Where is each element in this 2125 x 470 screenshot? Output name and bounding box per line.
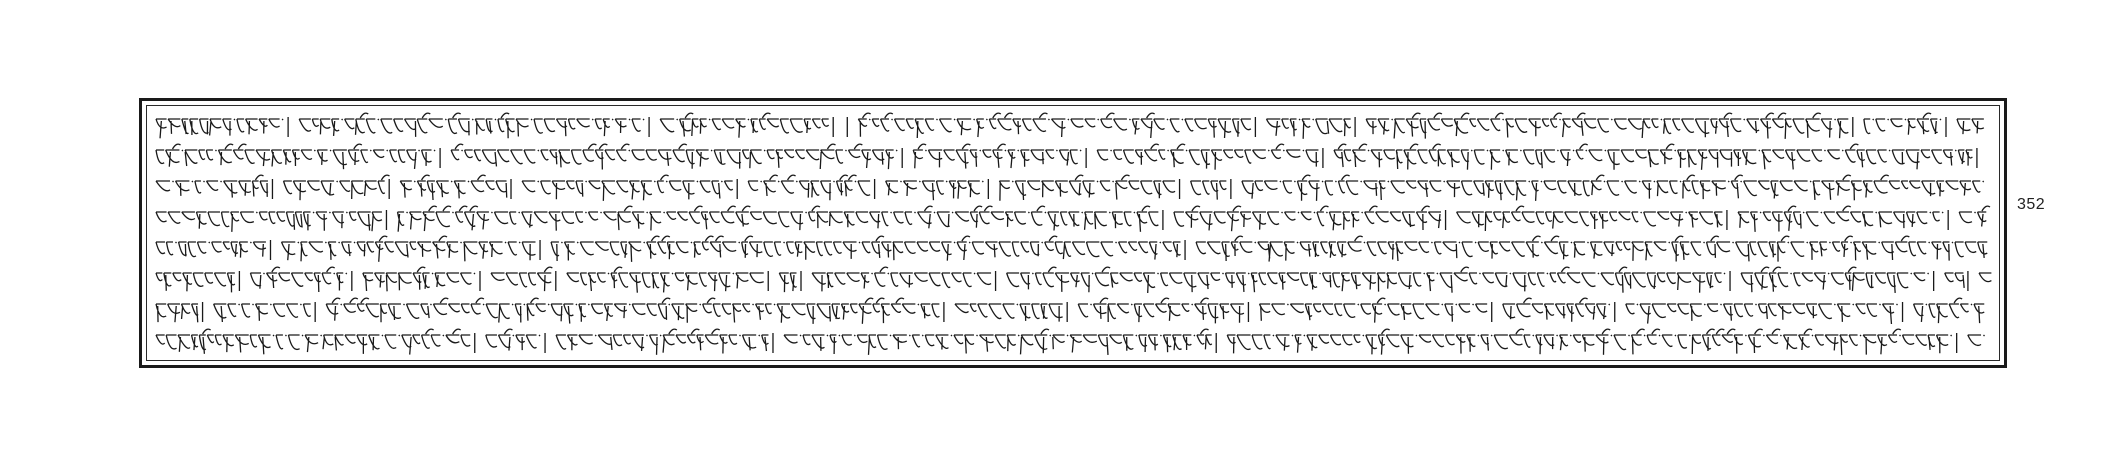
script-strokes xyxy=(156,113,1984,139)
text-block xyxy=(152,111,1992,357)
script-line xyxy=(152,142,1992,172)
script-strokes xyxy=(156,329,1984,355)
script-line xyxy=(152,327,1992,357)
script-strokes xyxy=(156,206,1990,232)
script-line xyxy=(152,111,1992,141)
script-line xyxy=(152,296,1992,326)
script-line xyxy=(152,173,1992,203)
script-line xyxy=(152,204,1992,234)
folio-border xyxy=(139,98,2007,368)
script-strokes xyxy=(156,298,1984,324)
script-strokes xyxy=(156,267,1991,293)
script-strokes xyxy=(156,236,1987,262)
script-strokes xyxy=(156,144,1977,170)
script-line xyxy=(152,234,1992,264)
page-number: 352 xyxy=(2017,196,2046,213)
script-line xyxy=(152,265,1992,295)
script-strokes xyxy=(156,175,1984,201)
